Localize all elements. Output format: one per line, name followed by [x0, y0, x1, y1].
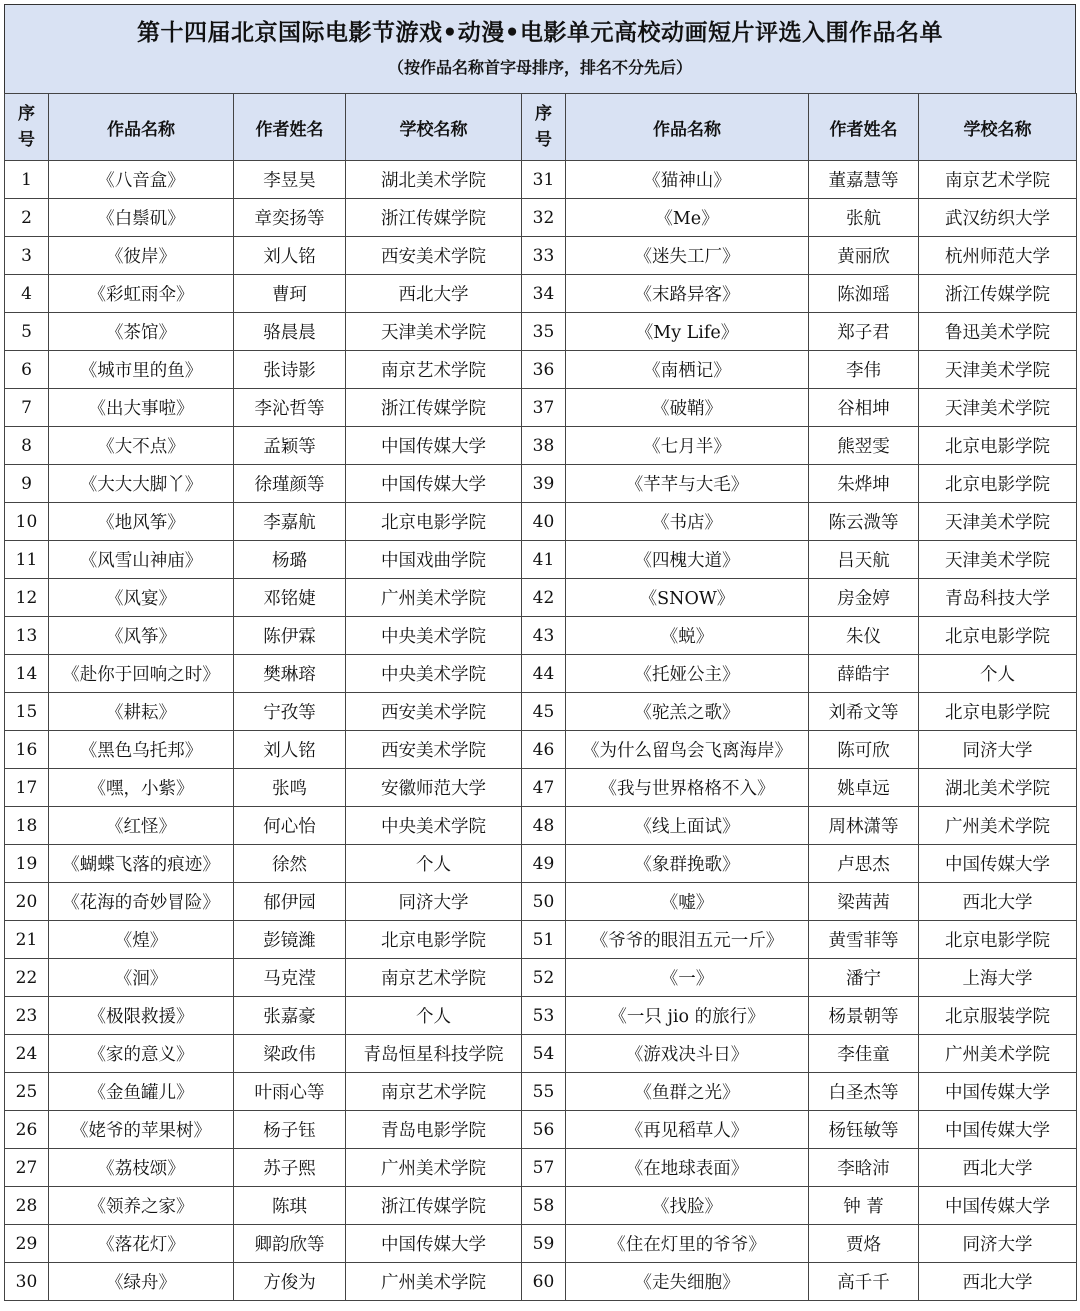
school-name-left: 青岛电影学院 [346, 1111, 522, 1149]
row-number-left: 15 [5, 693, 49, 731]
work-title-right: 《一只 jio 的旅行》 [566, 997, 809, 1035]
school-name-left: 中国戏曲学院 [346, 541, 522, 579]
row-number-left: 29 [5, 1225, 49, 1263]
author-name-right: 黄雪菲等 [809, 921, 919, 959]
work-title-left: 《茶馆》 [49, 313, 234, 351]
work-title-right: 《为什么留鸟会飞离海岸》 [566, 731, 809, 769]
row-number-left: 3 [5, 237, 49, 275]
work-title-right: 《南栖记》 [566, 351, 809, 389]
row-number-right: 50 [522, 883, 566, 921]
author-name-right: 房金婷 [809, 579, 919, 617]
school-name-left: 西安美术学院 [346, 237, 522, 275]
school-name-right: 天津美术学院 [919, 541, 1077, 579]
row-number-right: 49 [522, 845, 566, 883]
table-row [5, 655, 1077, 693]
author-name-left: 张嘉豪 [234, 997, 346, 1035]
author-name-right: 陈洳瑶 [809, 275, 919, 313]
header-num-left: 序 号 [5, 94, 49, 161]
school-name-left: 中央美术学院 [346, 807, 522, 845]
author-name-right: 薛皓宇 [809, 655, 919, 693]
header-school-left: 学校名称 [346, 94, 522, 161]
school-name-left: 西安美术学院 [346, 693, 522, 731]
table-row [5, 541, 1077, 579]
table-header-row [5, 94, 1077, 161]
work-title-left: 《风雪山神庙》 [49, 541, 234, 579]
row-number-right: 42 [522, 579, 566, 617]
school-name-right: 北京电影学院 [919, 427, 1077, 465]
author-name-left: 徐瑾颜等 [234, 465, 346, 503]
table-row [5, 1073, 1077, 1111]
page-title: 第十四届北京国际电影节游戏•动漫•电影单元高校动画短片评选入围作品名单 [137, 20, 943, 46]
school-name-right: 西北大学 [919, 1149, 1077, 1187]
school-name-right: 天津美术学院 [919, 351, 1077, 389]
row-number-right: 43 [522, 617, 566, 655]
author-name-right: 谷相坤 [809, 389, 919, 427]
author-name-left: 苏子熙 [234, 1149, 346, 1187]
table-row [5, 921, 1077, 959]
author-name-left: 曹珂 [234, 275, 346, 313]
work-title-left: 《耕耘》 [49, 693, 234, 731]
header-author-left: 作者姓名 [234, 94, 346, 161]
work-title-right: 《破鞘》 [566, 389, 809, 427]
school-name-right: 中国传媒大学 [919, 1111, 1077, 1149]
table-row [5, 389, 1077, 427]
row-number-right: 46 [522, 731, 566, 769]
row-number-right: 32 [522, 199, 566, 237]
row-number-right: 57 [522, 1149, 566, 1187]
work-title-right: 《游戏决斗日》 [566, 1035, 809, 1073]
work-title-left: 《落花灯》 [49, 1225, 234, 1263]
work-title-left: 《姥爷的苹果树》 [49, 1111, 234, 1149]
row-number-left: 1 [5, 161, 49, 199]
work-title-right: 《找脸》 [566, 1187, 809, 1225]
author-name-right: 刘希文等 [809, 693, 919, 731]
work-title-right: 《线上面试》 [566, 807, 809, 845]
row-number-right: 38 [522, 427, 566, 465]
table-row [5, 959, 1077, 997]
row-number-right: 37 [522, 389, 566, 427]
table-row [5, 845, 1077, 883]
author-name-left: 陈伊霖 [234, 617, 346, 655]
work-title-left: 《黑色乌托邦》 [49, 731, 234, 769]
work-title-right: 《书店》 [566, 503, 809, 541]
work-title-left: 《洄》 [49, 959, 234, 997]
author-name-left: 梁政伟 [234, 1035, 346, 1073]
author-name-left: 徐然 [234, 845, 346, 883]
row-number-left: 23 [5, 997, 49, 1035]
school-name-left: 中国传媒大学 [346, 427, 522, 465]
row-number-right: 59 [522, 1225, 566, 1263]
school-name-left: 浙江传媒学院 [346, 1187, 522, 1225]
school-name-right: 北京电影学院 [919, 693, 1077, 731]
table-row [5, 731, 1077, 769]
school-name-right: 杭州师范大学 [919, 237, 1077, 275]
row-number-left: 14 [5, 655, 49, 693]
author-name-left: 李嘉航 [234, 503, 346, 541]
work-title-left: 《蝴蝶飞落的痕迹》 [49, 845, 234, 883]
work-title-left: 《风宴》 [49, 579, 234, 617]
work-title-right: 《驼羔之歌》 [566, 693, 809, 731]
school-name-left: 安徽师范大学 [346, 769, 522, 807]
row-number-left: 13 [5, 617, 49, 655]
work-title-right: 《嘘》 [566, 883, 809, 921]
author-name-right: 李晗沛 [809, 1149, 919, 1187]
row-number-right: 48 [522, 807, 566, 845]
work-title-right: 《住在灯里的爷爷》 [566, 1225, 809, 1263]
school-name-left: 西安美术学院 [346, 731, 522, 769]
work-title-right: 《My Life》 [566, 313, 809, 351]
author-name-right: 姚卓远 [809, 769, 919, 807]
work-title-right: 《芊芊与大毛》 [566, 465, 809, 503]
work-title-left: 《金鱼罐儿》 [49, 1073, 234, 1111]
school-name-right: 鲁迅美术学院 [919, 313, 1077, 351]
work-title-left: 《极限救援》 [49, 997, 234, 1035]
work-title-right: 《四槐大道》 [566, 541, 809, 579]
row-number-left: 6 [5, 351, 49, 389]
author-name-right: 周林潇等 [809, 807, 919, 845]
school-name-left: 湖北美术学院 [346, 161, 522, 199]
author-name-left: 张诗影 [234, 351, 346, 389]
school-name-right: 广州美术学院 [919, 807, 1077, 845]
school-name-left: 中央美术学院 [346, 617, 522, 655]
work-title-left: 《白鬃矶》 [49, 199, 234, 237]
work-title-left: 《嘿，小紫》 [49, 769, 234, 807]
school-name-left: 南京艺术学院 [346, 959, 522, 997]
row-number-right: 54 [522, 1035, 566, 1073]
table-row [5, 883, 1077, 921]
work-title-left: 《红怪》 [49, 807, 234, 845]
author-name-right: 杨钰敏等 [809, 1111, 919, 1149]
author-name-right: 钟 菁 [809, 1187, 919, 1225]
row-number-left: 4 [5, 275, 49, 313]
author-name-right: 贾烙 [809, 1225, 919, 1263]
row-number-right: 53 [522, 997, 566, 1035]
author-name-right: 潘宁 [809, 959, 919, 997]
school-name-right: 西北大学 [919, 883, 1077, 921]
work-title-right: 《爷爷的眼泪五元一斤》 [566, 921, 809, 959]
work-title-right: 《象群挽歌》 [566, 845, 809, 883]
row-number-left: 8 [5, 427, 49, 465]
school-name-right: 浙江传媒学院 [919, 275, 1077, 313]
table-row [5, 693, 1077, 731]
row-number-left: 9 [5, 465, 49, 503]
table-row [5, 199, 1077, 237]
row-number-right: 34 [522, 275, 566, 313]
row-number-right: 47 [522, 769, 566, 807]
row-number-left: 5 [5, 313, 49, 351]
row-number-left: 21 [5, 921, 49, 959]
author-name-right: 张航 [809, 199, 919, 237]
work-title-left: 《大不点》 [49, 427, 234, 465]
row-number-left: 2 [5, 199, 49, 237]
school-name-right: 湖北美术学院 [919, 769, 1077, 807]
row-number-right: 36 [522, 351, 566, 389]
author-name-left: 孟颖等 [234, 427, 346, 465]
nominee-table [4, 93, 1077, 1301]
work-title-right: 《我与世界格格不入》 [566, 769, 809, 807]
row-number-right: 56 [522, 1111, 566, 1149]
school-name-left: 同济大学 [346, 883, 522, 921]
table-row [5, 1149, 1077, 1187]
table-row [5, 769, 1077, 807]
author-name-left: 杨子钰 [234, 1111, 346, 1149]
school-name-right: 上海大学 [919, 959, 1077, 997]
row-number-left: 25 [5, 1073, 49, 1111]
author-name-right: 陈云溦等 [809, 503, 919, 541]
row-number-right: 31 [522, 161, 566, 199]
work-title-right: 《猫神山》 [566, 161, 809, 199]
header-title-left: 作品名称 [49, 94, 234, 161]
work-title-right: 《SNOW》 [566, 579, 809, 617]
header-title-right: 作品名称 [566, 94, 809, 161]
table-row [5, 997, 1077, 1035]
author-name-right: 杨景朝等 [809, 997, 919, 1035]
author-name-left: 彭镜濰 [234, 921, 346, 959]
table-row [5, 313, 1077, 351]
school-name-left: 南京艺术学院 [346, 1073, 522, 1111]
school-name-right: 天津美术学院 [919, 503, 1077, 541]
table-row [5, 579, 1077, 617]
school-name-left: 浙江传媒学院 [346, 389, 522, 427]
work-title-right: 《七月半》 [566, 427, 809, 465]
row-number-right: 51 [522, 921, 566, 959]
table-row [5, 275, 1077, 313]
document-sheet [4, 4, 1076, 1301]
row-number-left: 18 [5, 807, 49, 845]
school-name-left: 浙江传媒学院 [346, 199, 522, 237]
work-title-right: 《蜕》 [566, 617, 809, 655]
school-name-left: 中国传媒大学 [346, 465, 522, 503]
work-title-left: 《城市里的鱼》 [49, 351, 234, 389]
row-number-right: 35 [522, 313, 566, 351]
row-number-right: 39 [522, 465, 566, 503]
row-number-left: 12 [5, 579, 49, 617]
work-title-left: 《彩虹雨伞》 [49, 275, 234, 313]
school-name-left: 北京电影学院 [346, 921, 522, 959]
row-number-right: 45 [522, 693, 566, 731]
table-row [5, 1187, 1077, 1225]
school-name-right: 天津美术学院 [919, 389, 1077, 427]
school-name-right: 中国传媒大学 [919, 1187, 1077, 1225]
school-name-left: 广州美术学院 [346, 1263, 522, 1301]
work-title-right: 《一》 [566, 959, 809, 997]
school-name-right: 北京电影学院 [919, 921, 1077, 959]
author-name-right: 高千千 [809, 1263, 919, 1301]
table-row [5, 427, 1077, 465]
school-name-left: 天津美术学院 [346, 313, 522, 351]
row-number-left: 17 [5, 769, 49, 807]
work-title-left: 《绿舟》 [49, 1263, 234, 1301]
work-title-left: 《荔枝颂》 [49, 1149, 234, 1187]
author-name-left: 宁孜等 [234, 693, 346, 731]
author-name-right: 李伟 [809, 351, 919, 389]
school-name-left: 个人 [346, 845, 522, 883]
author-name-left: 何心怡 [234, 807, 346, 845]
school-name-right: 个人 [919, 655, 1077, 693]
table-row [5, 503, 1077, 541]
row-number-left: 26 [5, 1111, 49, 1149]
work-title-right: 《迷失工厂》 [566, 237, 809, 275]
work-title-right: 《托娅公主》 [566, 655, 809, 693]
row-number-right: 33 [522, 237, 566, 275]
author-name-right: 董嘉慧等 [809, 161, 919, 199]
school-name-left: 中国传媒大学 [346, 1225, 522, 1263]
title-banner [4, 4, 1076, 93]
school-name-left: 广州美术学院 [346, 579, 522, 617]
school-name-right: 北京服装学院 [919, 997, 1077, 1035]
author-name-left: 刘人铭 [234, 731, 346, 769]
table-row [5, 465, 1077, 503]
author-name-left: 骆晨晨 [234, 313, 346, 351]
school-name-right: 南京艺术学院 [919, 161, 1077, 199]
row-number-left: 30 [5, 1263, 49, 1301]
row-number-left: 11 [5, 541, 49, 579]
author-name-left: 陈琪 [234, 1187, 346, 1225]
work-title-right: 《再见稻草人》 [566, 1111, 809, 1149]
school-name-right: 北京电影学院 [919, 465, 1077, 503]
table-row [5, 351, 1077, 389]
row-number-left: 10 [5, 503, 49, 541]
work-title-right: 《鱼群之光》 [566, 1073, 809, 1111]
page-subtitle: （按作品名称首字母排序，排名不分先后） [387, 58, 692, 77]
school-name-right: 北京电影学院 [919, 617, 1077, 655]
school-name-right: 中国传媒大学 [919, 1073, 1077, 1111]
row-number-right: 55 [522, 1073, 566, 1111]
author-name-left: 叶雨心等 [234, 1073, 346, 1111]
school-name-right: 同济大学 [919, 731, 1077, 769]
author-name-right: 熊翌雯 [809, 427, 919, 465]
author-name-right: 陈可欣 [809, 731, 919, 769]
author-name-right: 梁茜茜 [809, 883, 919, 921]
table-row [5, 161, 1077, 199]
work-title-left: 《出大事啦》 [49, 389, 234, 427]
work-title-left: 《大大大脚丫》 [49, 465, 234, 503]
row-number-right: 58 [522, 1187, 566, 1225]
work-title-left: 《家的意义》 [49, 1035, 234, 1073]
author-name-right: 黄丽欣 [809, 237, 919, 275]
row-number-left: 19 [5, 845, 49, 883]
author-name-left: 邓铭婕 [234, 579, 346, 617]
author-name-left: 张鸣 [234, 769, 346, 807]
table-row [5, 1263, 1077, 1301]
row-number-left: 7 [5, 389, 49, 427]
row-number-left: 28 [5, 1187, 49, 1225]
row-number-right: 41 [522, 541, 566, 579]
header-author-right: 作者姓名 [809, 94, 919, 161]
table-row [5, 237, 1077, 275]
work-title-right: 《末路异客》 [566, 275, 809, 313]
row-number-right: 52 [522, 959, 566, 997]
author-name-left: 李昱昊 [234, 161, 346, 199]
author-name-right: 白圣杰等 [809, 1073, 919, 1111]
work-title-left: 《风筝》 [49, 617, 234, 655]
author-name-right: 朱烨坤 [809, 465, 919, 503]
row-number-right: 44 [522, 655, 566, 693]
work-title-left: 《八音盒》 [49, 161, 234, 199]
work-title-left: 《地风筝》 [49, 503, 234, 541]
school-name-left: 广州美术学院 [346, 1149, 522, 1187]
author-name-left: 李沁哲等 [234, 389, 346, 427]
author-name-left: 郁伊园 [234, 883, 346, 921]
table-row [5, 1225, 1077, 1263]
work-title-left: 《煌》 [49, 921, 234, 959]
author-name-right: 卢思杰 [809, 845, 919, 883]
row-number-left: 20 [5, 883, 49, 921]
work-title-right: 《Me》 [566, 199, 809, 237]
school-name-right: 西北大学 [919, 1263, 1077, 1301]
school-name-right: 青岛科技大学 [919, 579, 1077, 617]
author-name-left: 马克滢 [234, 959, 346, 997]
school-name-left: 个人 [346, 997, 522, 1035]
header-num-right: 序 号 [522, 94, 566, 161]
row-number-left: 22 [5, 959, 49, 997]
author-name-right: 朱仪 [809, 617, 919, 655]
school-name-right: 同济大学 [919, 1225, 1077, 1263]
header-school-right: 学校名称 [919, 94, 1077, 161]
author-name-left: 章奕扬等 [234, 199, 346, 237]
work-title-left: 《花海的奇妙冒险》 [49, 883, 234, 921]
school-name-right: 中国传媒大学 [919, 845, 1077, 883]
school-name-left: 南京艺术学院 [346, 351, 522, 389]
school-name-left: 中央美术学院 [346, 655, 522, 693]
table-row [5, 1035, 1077, 1073]
author-name-right: 李佳童 [809, 1035, 919, 1073]
school-name-left: 北京电影学院 [346, 503, 522, 541]
author-name-left: 刘人铭 [234, 237, 346, 275]
row-number-left: 16 [5, 731, 49, 769]
school-name-right: 武汉纺织大学 [919, 199, 1077, 237]
author-name-left: 樊琳瑢 [234, 655, 346, 693]
table-row [5, 807, 1077, 845]
work-title-right: 《走失细胞》 [566, 1263, 809, 1301]
work-title-left: 《彼岸》 [49, 237, 234, 275]
author-name-left: 杨璐 [234, 541, 346, 579]
author-name-left: 卿韵欣等 [234, 1225, 346, 1263]
table-row [5, 1111, 1077, 1149]
work-title-left: 《赴你于回响之时》 [49, 655, 234, 693]
table-row [5, 617, 1077, 655]
school-name-left: 西北大学 [346, 275, 522, 313]
work-title-left: 《领养之家》 [49, 1187, 234, 1225]
row-number-right: 60 [522, 1263, 566, 1301]
row-number-right: 40 [522, 503, 566, 541]
work-title-right: 《在地球表面》 [566, 1149, 809, 1187]
row-number-left: 27 [5, 1149, 49, 1187]
school-name-left: 青岛恒星科技学院 [346, 1035, 522, 1073]
author-name-right: 郑子君 [809, 313, 919, 351]
row-number-left: 24 [5, 1035, 49, 1073]
author-name-left: 方俊为 [234, 1263, 346, 1301]
school-name-right: 广州美术学院 [919, 1035, 1077, 1073]
author-name-right: 吕天航 [809, 541, 919, 579]
